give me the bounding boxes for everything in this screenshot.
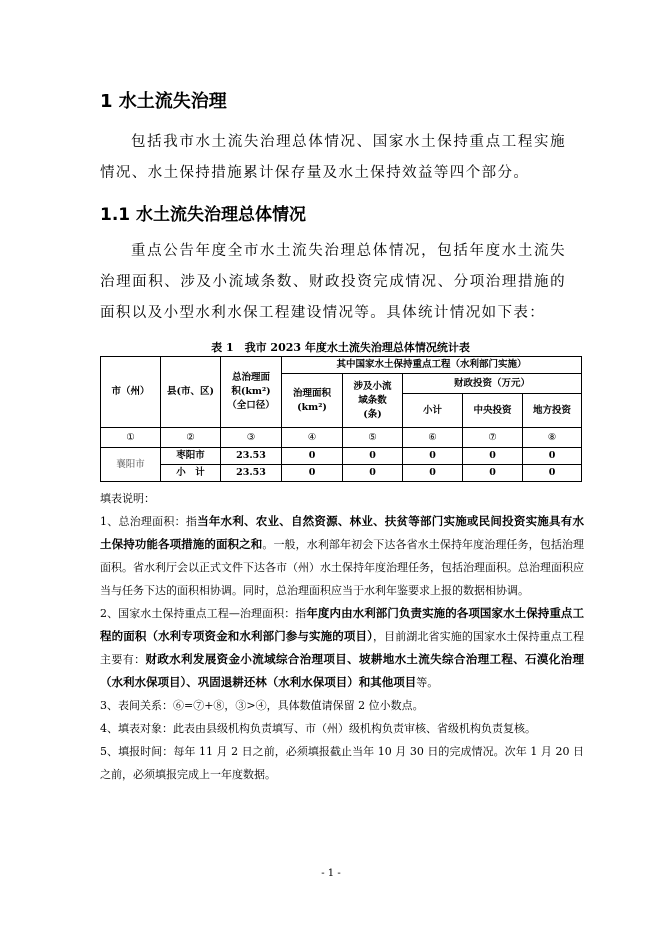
index-cell: ④ (282, 428, 343, 448)
note-1-rest: 。一般，水利部年初会下达各省水土保持年度治理任务，包括治理面积。省水利厅会以正式文件下达各市（州）水土保持年度治理任务，包括治理面积。总治理面积应当与任务下达的面积相协调。同时，总治理面积应当于水利年鉴要求上报的数据相协调。 (100, 538, 585, 597)
header-central: 中央投资 (463, 394, 523, 428)
note-5: 5、填报时间：每年 11 月 2 日之前，必须填报截止当年 10 月 30 日的完成情况。次年 1 月 20 日之前，必须填报完成上一年度数据。 (100, 745, 584, 781)
subtotal-cell: 0 (403, 448, 463, 465)
intro-paragraph: 包括我市水土流失治理总体情况、国家水土保持重点工程实施情况、水土保持措施累计保存量及水土保持效益等四个部分。 (100, 134, 566, 181)
index-cell: ⑧ (523, 428, 582, 448)
note-2-middle: ，目前湖北省实施的国家水土保持重点工程主要有： (100, 630, 585, 666)
index-row (101, 428, 582, 448)
county-cell: 小 计 (161, 465, 221, 482)
header-national-area-line2: (km²) (297, 401, 327, 413)
index-cell: ⑦ (463, 428, 523, 448)
header-county: 县(市、区) (161, 357, 221, 428)
county-cell: 枣阳市 (161, 448, 221, 465)
note-1 (100, 510, 584, 602)
subtotal-cell: 0 (403, 465, 463, 482)
note-2-emphasis: 年度内由水利部门负责实施的各项国家水土保持重点工程的面积（水利专项资金和水利部门参与实施的项目） (100, 606, 584, 643)
index-cell: ① (101, 428, 161, 448)
note-1-prefix: 1、总治理面积：指 (100, 515, 198, 528)
note-3: 3、表间关系：⑥=⑦+⑧，③>④，具体数值请保留 2 位小数点。 (100, 699, 424, 712)
subsection-title: 1.1 水土流失治理总体情况 (100, 205, 307, 225)
header-city: 市（州） (101, 357, 161, 428)
note-2-prefix: 2、国家水土保持重点工程—治理面积：指 (100, 607, 307, 620)
watersheds-cell: 0 (343, 448, 403, 465)
note-4: 4、填表对象：此表由县级机构负责填写、市（州）级机构负责审核、省级机构负责复核。 (100, 722, 536, 735)
header-total-area-line3: （全口径） (227, 400, 275, 411)
statistics-table (100, 356, 582, 482)
header-total-area-line2: 积(km²) (231, 386, 271, 397)
header-national-group: 其中国家水土保持重点工程（水利部门实施） (282, 357, 582, 374)
city-cell: 襄阳市 (101, 448, 161, 482)
index-cell: ③ (221, 428, 282, 448)
note-2 (100, 602, 584, 694)
note-2-projects: 财政水利发展资金小流域综合治理项目、坡耕地水土流失综合治理工程、石漠化治理（水利水保项目）、巩固退耕还林（水利水保项目）和其他项目 (100, 652, 584, 689)
index-cell: ② (161, 428, 221, 448)
notes-title: 填表说明： (100, 492, 155, 505)
notes-section (100, 487, 584, 786)
index-cell: ⑥ (403, 428, 463, 448)
index-cell: ⑤ (343, 428, 403, 448)
header-local: 地方投资 (523, 394, 582, 428)
header-national-area (282, 374, 343, 428)
header-national-area-line1: 治理面积 (292, 387, 331, 399)
header-watersheds (343, 374, 403, 428)
local-cell: 0 (523, 448, 582, 465)
total-area-cell: 23.53 (221, 465, 282, 482)
local-cell: 0 (523, 465, 582, 482)
central-cell: 0 (463, 465, 523, 482)
subsection-paragraph: 重点公告年度全市水土流失治理总体情况，包括年度水土流失治理面积、涉及小流域条数、财政投资完成情况、分项治理措施的面积以及小型水利水保工程建设情况等。具体统计情况如下表： (100, 243, 566, 321)
section-title: 1 水土流失治理 (100, 91, 227, 112)
page-number: - 1 - (321, 868, 341, 879)
table-row (101, 465, 582, 482)
watersheds-cell: 0 (343, 465, 403, 482)
total-area-cell: 23.53 (221, 448, 282, 465)
header-watersheds-line1: 涉及小流 (353, 380, 392, 392)
central-cell: 0 (463, 448, 523, 465)
national-area-cell: 0 (282, 448, 343, 465)
table-caption: 表 1 我市 2023 年度水土流失治理总体情况统计表 (211, 341, 470, 354)
header-watersheds-line3: (条) (363, 408, 382, 420)
header-subtotal: 小计 (403, 394, 463, 428)
national-area-cell: 0 (282, 465, 343, 482)
header-total-area (221, 357, 282, 428)
header-total-area-line1: 总治理面 (231, 372, 270, 383)
header-watersheds-line2: 域条数 (358, 394, 387, 406)
note-1-emphasis: 当年水利、农业、自然资源、林业、扶贫等部门实施或民间投资实施具有水土保持功能各项措施的面积之和 (100, 514, 585, 551)
table-row (101, 448, 582, 465)
header-investment-group: 财政投资（万元） (403, 374, 582, 394)
note-2-end: 等。 (416, 676, 439, 689)
